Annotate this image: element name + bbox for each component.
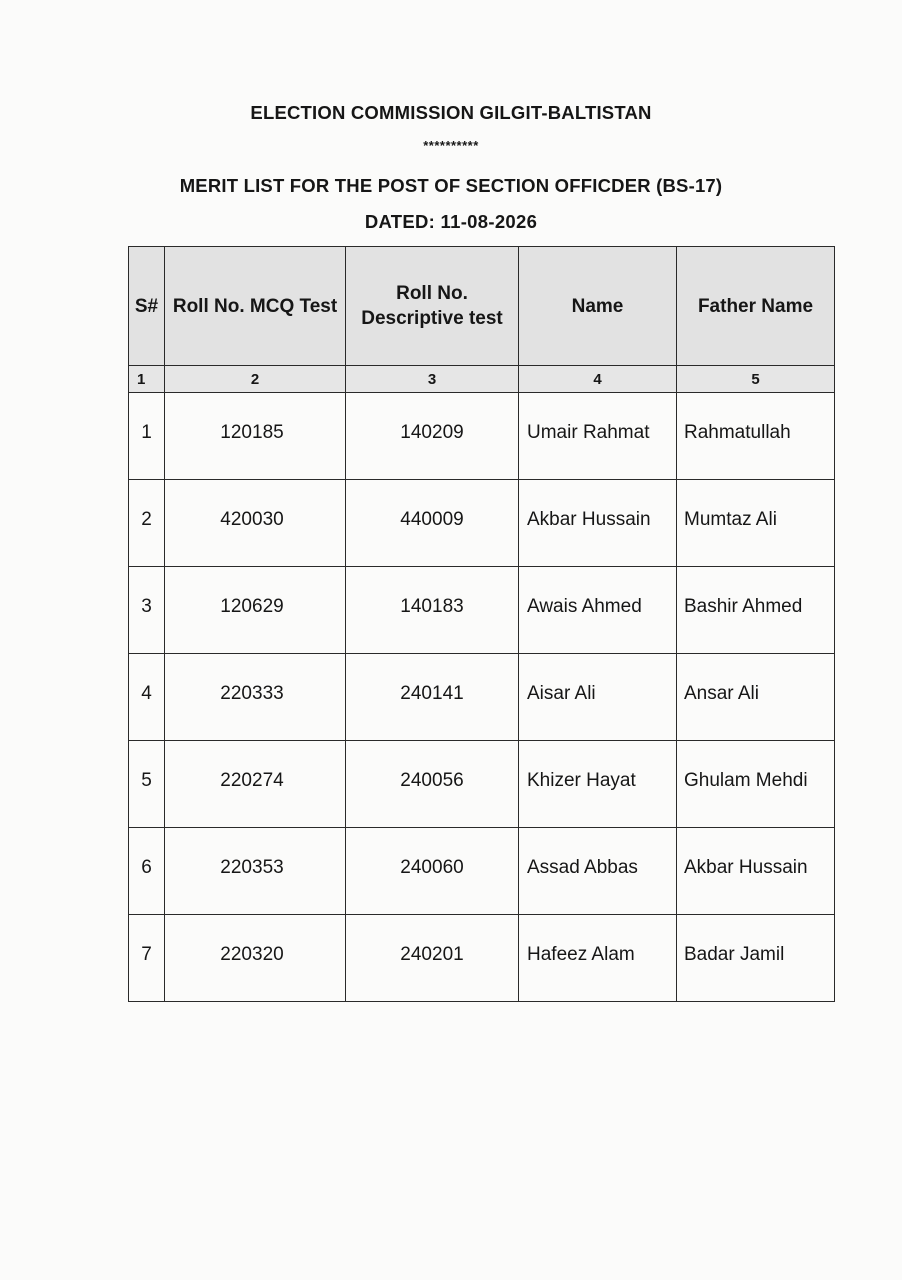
serial-number: 7	[141, 944, 152, 965]
column-header-roll-descriptive-line2: Descriptive test	[361, 308, 503, 329]
roll-descriptive: 240056	[400, 770, 464, 791]
column-number: 2	[165, 366, 346, 393]
father-name-cell	[677, 828, 835, 915]
column-header-roll-mcq: Roll No. MCQ Test	[165, 247, 346, 366]
table-row	[129, 654, 835, 741]
roll-mcq: 220333	[220, 683, 284, 704]
father-name-cell	[677, 567, 835, 654]
roll-descriptive: 240060	[400, 857, 464, 878]
roll-descriptive: 240141	[400, 683, 464, 704]
father-name: Rahmatullah	[684, 422, 791, 443]
serial-number: 6	[141, 857, 152, 878]
father-name-cell	[677, 915, 835, 1002]
name-cell	[519, 393, 677, 480]
column-header-father-name: Father Name	[677, 247, 835, 366]
document-date: DATED: 11-08-2026	[364, 211, 538, 232]
serial-cell	[129, 741, 165, 828]
name-cell	[519, 915, 677, 1002]
father-name: Mumtaz Ali	[684, 509, 777, 530]
serial-number: 4	[141, 683, 152, 704]
name-cell	[519, 741, 677, 828]
column-number-row	[129, 366, 835, 393]
roll-mcq: 120629	[220, 596, 284, 617]
roll-descriptive-cell	[346, 741, 519, 828]
name-cell	[519, 654, 677, 741]
roll-mcq-cell	[165, 741, 346, 828]
merit-list-table	[128, 246, 835, 1002]
roll-descriptive-cell	[346, 393, 519, 480]
roll-mcq-cell	[165, 393, 346, 480]
roll-mcq: 220353	[220, 857, 284, 878]
column-header-roll-descriptive-line1: Roll No.	[396, 283, 468, 304]
candidate-name: Akbar Hussain	[527, 509, 651, 530]
column-header-name: Name	[519, 247, 677, 366]
table-row	[129, 915, 835, 1002]
column-number: 1	[129, 366, 165, 393]
separator-stars: **********	[423, 138, 479, 153]
candidate-name: Awais Ahmed	[527, 596, 642, 617]
serial-cell	[129, 654, 165, 741]
father-name-cell	[677, 393, 835, 480]
table-header-row	[129, 247, 835, 366]
roll-descriptive-cell	[346, 828, 519, 915]
father-name: Badar Jamil	[684, 944, 785, 965]
serial-cell	[129, 915, 165, 1002]
roll-descriptive: 140183	[400, 596, 464, 617]
father-name: Ansar Ali	[684, 683, 759, 704]
table-row	[129, 393, 835, 480]
table-row	[129, 828, 835, 915]
table-row	[129, 480, 835, 567]
column-number: 5	[677, 366, 835, 393]
roll-descriptive-cell	[346, 654, 519, 741]
roll-descriptive-cell	[346, 480, 519, 567]
name-cell	[519, 480, 677, 567]
serial-number: 2	[141, 509, 152, 530]
table-row	[129, 741, 835, 828]
father-name: Bashir Ahmed	[684, 596, 803, 617]
serial-cell	[129, 480, 165, 567]
roll-mcq-cell	[165, 654, 346, 741]
roll-mcq: 220274	[220, 770, 284, 791]
roll-mcq: 120185	[220, 422, 284, 443]
serial-number: 1	[141, 422, 152, 443]
serial-cell	[129, 828, 165, 915]
candidate-name: Assad Abbas	[527, 857, 638, 878]
serial-cell	[129, 567, 165, 654]
roll-mcq-cell	[165, 480, 346, 567]
roll-descriptive: 240201	[400, 944, 464, 965]
father-name: Akbar Hussain	[684, 857, 808, 878]
father-name-cell	[677, 480, 835, 567]
roll-descriptive: 140209	[400, 422, 464, 443]
column-header-serial: S#	[129, 247, 165, 366]
roll-descriptive-cell	[346, 915, 519, 1002]
column-number: 3	[346, 366, 519, 393]
serial-number: 3	[141, 596, 152, 617]
roll-mcq-cell	[165, 915, 346, 1002]
organization-heading: ELECTION COMMISSION GILGIT-BALTISTAN	[250, 102, 652, 123]
candidate-name: Aisar Ali	[527, 683, 596, 704]
name-cell	[519, 567, 677, 654]
roll-mcq: 220320	[220, 944, 284, 965]
father-name: Ghulam Mehdi	[684, 770, 808, 791]
name-cell	[519, 828, 677, 915]
roll-mcq-cell	[165, 828, 346, 915]
roll-descriptive: 440009	[400, 509, 464, 530]
serial-cell	[129, 393, 165, 480]
father-name-cell	[677, 654, 835, 741]
column-number: 4	[519, 366, 677, 393]
father-name-cell	[677, 741, 835, 828]
roll-mcq: 420030	[220, 509, 284, 530]
candidate-name: Hafeez Alam	[527, 944, 635, 965]
table-row	[129, 567, 835, 654]
candidate-name: Khizer Hayat	[527, 770, 636, 791]
serial-number: 5	[141, 770, 152, 791]
column-header-roll-descriptive	[346, 247, 519, 366]
roll-mcq-cell	[165, 567, 346, 654]
candidate-name: Umair Rahmat	[527, 422, 650, 443]
roll-descriptive-cell	[346, 567, 519, 654]
document-title: MERIT LIST FOR THE POST OF SECTION OFFICDER (BS-17)	[179, 175, 723, 196]
